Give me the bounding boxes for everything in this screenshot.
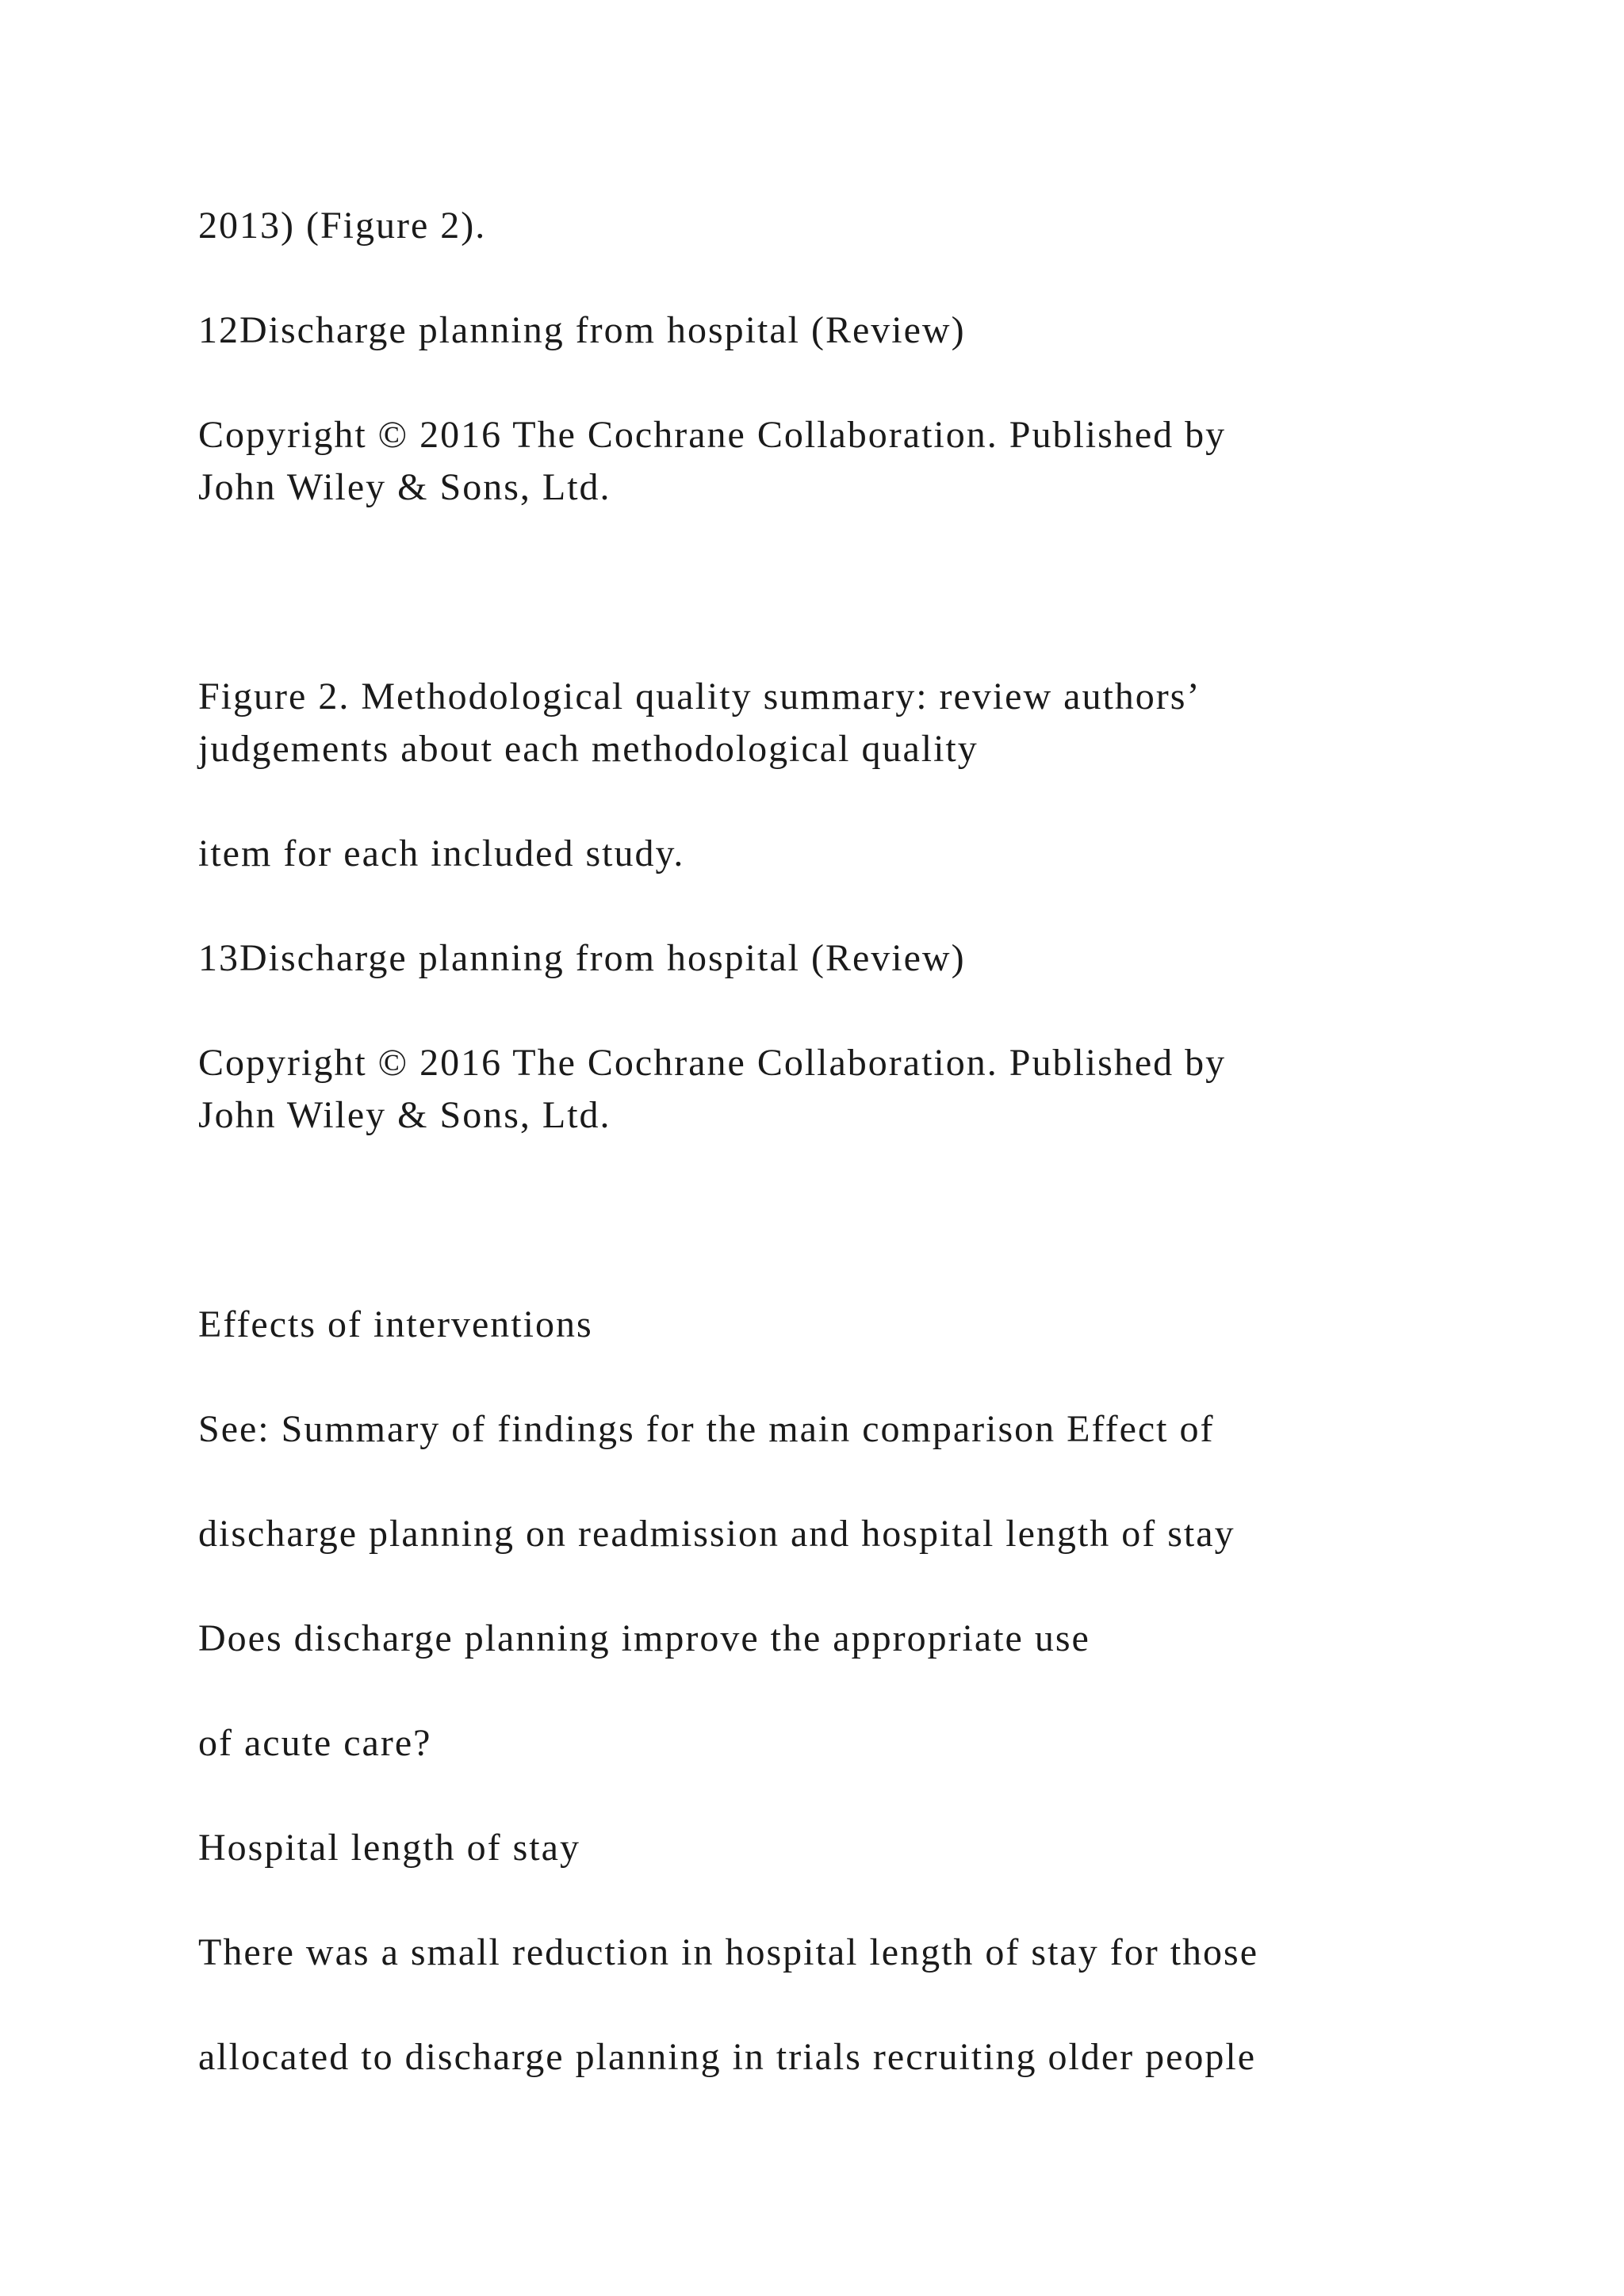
- subsection-heading: Hospital length of stay: [198, 1827, 580, 1869]
- copyright-line-1: Copyright © 2016 The Cochrane Collaboration. Published by: [198, 1042, 1227, 1084]
- copyright-line-2: John Wiley & Sons, Ltd.: [198, 1094, 611, 1136]
- body-text-line: allocated to discharge planning in trials recruiting older people: [198, 2036, 1257, 2078]
- question-heading-line-1: Does discharge planning improve the appropriate use: [198, 1617, 1090, 1659]
- text-line-continuation: 2013) (Figure 2).: [198, 205, 487, 247]
- running-footer-page-12: 12Discharge planning from hospital (Review): [198, 309, 966, 351]
- section-heading: Effects of interventions: [198, 1303, 593, 1345]
- body-text-line: There was a small reduction in hospital length of stay for those: [198, 1931, 1259, 1973]
- figure-caption-line-1: Figure 2. Methodological quality summary: review authors’: [198, 675, 1201, 718]
- question-heading-line-2: of acute care?: [198, 1722, 432, 1764]
- figure-caption-line-2: judgements about each methodological quality: [198, 728, 979, 770]
- copyright-line-2: John Wiley & Sons, Ltd.: [198, 466, 611, 508]
- running-footer-page-13: 13Discharge planning from hospital (Review): [198, 937, 966, 979]
- copyright-line-1: Copyright © 2016 The Cochrane Collaboration. Published by: [198, 414, 1227, 456]
- body-text-line: discharge planning on readmission and hospital length of stay: [198, 1513, 1235, 1555]
- figure-caption-line-3: item for each included study.: [198, 832, 685, 874]
- body-text-line: See: Summary of findings for the main comparison Effect of: [198, 1408, 1215, 1450]
